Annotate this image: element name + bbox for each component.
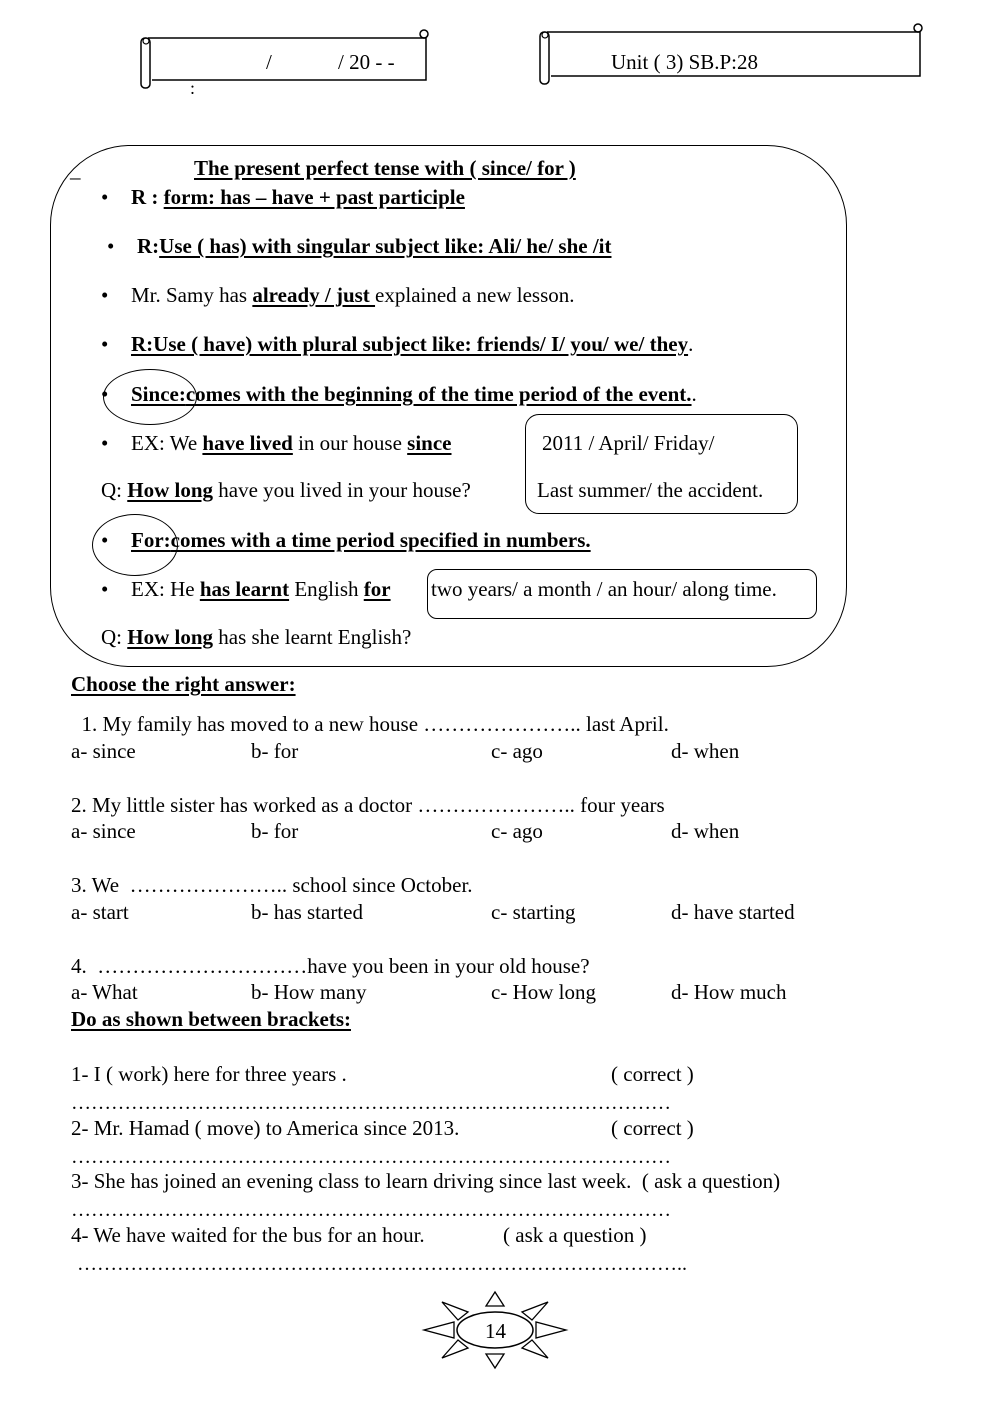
q3-option-c[interactable]: c- starting (491, 900, 576, 924)
question-4-stem: 4. …………………………have you been in your old house? (71, 954, 590, 978)
q4-option-b[interactable]: b- How many (251, 980, 367, 1004)
answer-line-1[interactable]: ……………………………………………………………………………… (71, 1092, 671, 1114)
question-1-stem: 1. My family has moved to a new house ………………….. last April. (71, 712, 669, 736)
answer-line-3[interactable]: ……………………………………………………………………………… (71, 1199, 671, 1221)
question-3-stem: 3. We ………………….. school since October. (71, 873, 473, 897)
q1-option-b[interactable]: b- for (251, 739, 299, 763)
q4-option-c[interactable]: c- How long (491, 980, 596, 1004)
for-examples-line1: two years/ a month / an hour/ along time. (431, 577, 777, 601)
date-colon: : (190, 78, 196, 98)
question-2-stem: 2. My little sister has worked as a doctor ………………….. four years (71, 793, 665, 817)
date-year: / 20 - - (338, 50, 395, 74)
answer-line-4[interactable]: ……………………………………………………………………………….. (77, 1253, 687, 1275)
bracket-item-1: 1- I ( work) here for three years . (71, 1062, 347, 1086)
q4-option-a[interactable]: a- What (71, 980, 138, 1004)
q3-option-a[interactable]: a- start (71, 900, 129, 924)
bracket-item-4-instruction: ( ask a question ) (503, 1223, 647, 1247)
q2-option-c[interactable]: c- ago (491, 819, 543, 843)
rule-item-already-just: • Mr. Samy has already / just explained a new lesson. (131, 283, 575, 308)
bracket-item-1-instruction: ( correct ) (611, 1062, 694, 1086)
page-number: 14 (485, 1319, 506, 1343)
underscore-mark: _ (70, 158, 81, 182)
for-circle (92, 514, 178, 576)
q1-option-a[interactable]: a- since (71, 739, 136, 763)
q2-option-a[interactable]: a- since (71, 819, 136, 843)
rule-item-have: • R:Use ( have) with plural subject like: friends/ I/ you/ we/ they. (131, 332, 693, 357)
bracket-item-2-instruction: ( correct ) (611, 1116, 694, 1140)
since-examples-line1: 2011 / April/ Friday/ (542, 431, 715, 455)
q3-option-d[interactable]: d- have started (671, 900, 795, 924)
brackets-heading: Do as shown between brackets: (71, 1007, 351, 1031)
q2-option-b[interactable]: b- for (251, 819, 299, 843)
since-examples-line2: Last summer/ the accident. (537, 478, 764, 502)
bracket-item-3: 3- She has joined an evening class to learn driving since last week. ( ask a question) (71, 1169, 781, 1193)
rule-item-since: • Since:comes with the beginning of the time period of the event.. (131, 382, 697, 407)
rule-item-since-question: Q: How long have you lived in your house? (101, 478, 471, 502)
rule-item-for-question: Q: How long has she learnt English? (101, 625, 412, 649)
since-circle (103, 369, 197, 425)
rule-item-has: • R:Use ( has) with singular subject like: Ali/ he/ she /it (137, 234, 611, 259)
q1-option-c[interactable]: c- ago (491, 739, 543, 763)
rule-box-title: The present perfect tense with ( since/ for ) (194, 156, 576, 180)
answer-line-2[interactable]: ……………………………………………………………………………… (71, 1146, 671, 1168)
rule-item-for-example: • EX: He has learnt English for (131, 577, 391, 602)
q4-option-d[interactable]: d- How much (671, 980, 787, 1004)
q2-option-d[interactable]: d- when (671, 819, 740, 843)
rule-item-since-example: • EX: We have lived in our house since (131, 431, 452, 456)
q1-option-d[interactable]: d- when (671, 739, 740, 763)
rule-item-for: • For:comes with a time period specified in numbers. (131, 528, 591, 553)
date-slash: / (266, 50, 272, 74)
choose-heading: Choose the right answer: (71, 672, 296, 696)
bracket-item-4: 4- We have waited for the bus for an hour. (71, 1223, 425, 1247)
q3-option-b[interactable]: b- has started (251, 900, 363, 924)
bracket-item-2: 2- Mr. Hamad ( move) to America since 2013. (71, 1116, 460, 1140)
unit-label: Unit ( 3) SB.P:28 (611, 50, 759, 74)
rule-item-form: • R : form: has – have + past participle (131, 185, 465, 210)
